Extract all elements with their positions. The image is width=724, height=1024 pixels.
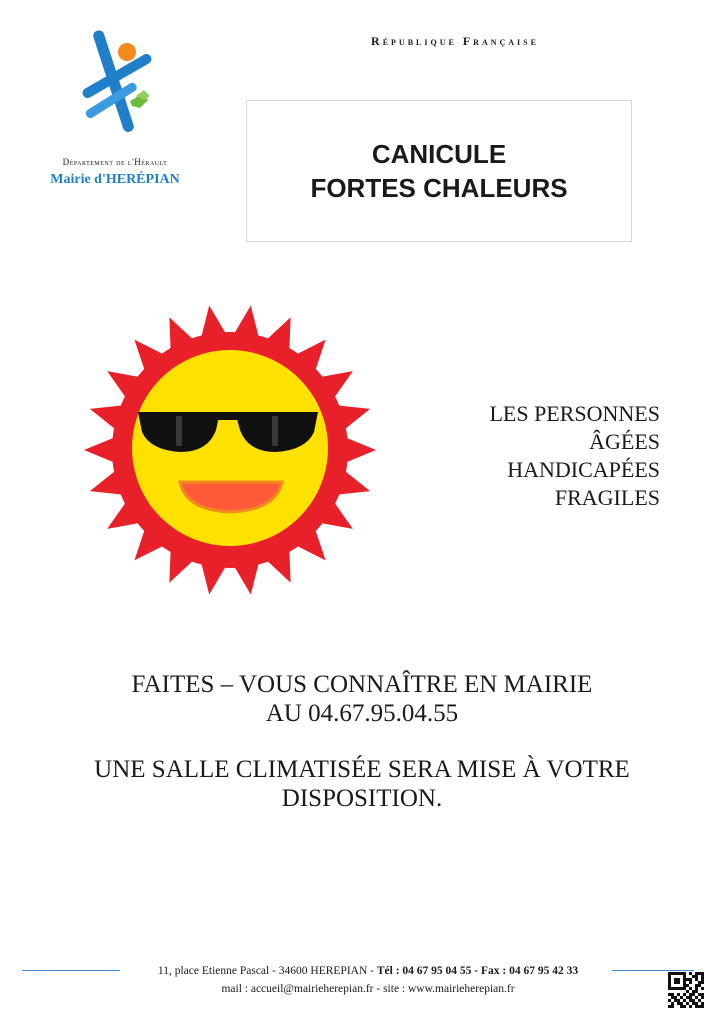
sun-with-sunglasses-icon [80,300,380,600]
title-box [246,100,632,242]
audience-item: FRAGILES [554,485,660,510]
title-line-2: FORTES CHALEURS [310,173,568,203]
mairie-name: Mairie d'HERÉPIAN [50,172,180,187]
mairie-logo-icon [70,26,170,136]
footer-rule-left [22,970,120,971]
phone-fax: Tél : 04 67 95 04 55 - Fax : 04 67 95 42 33 [376,965,579,977]
audience-item: HANDICAPÉES [507,457,660,482]
mail-site: mail : accueil@mairieherepian.fr - site : www.mairieherepian.fr [221,983,515,995]
message-line: DISPOSITION. [281,785,443,812]
audience-item: ÂGÉES [589,429,660,454]
footer-rule-right [612,970,694,971]
message-line: FAITES – VOUS CONNAÎTRE EN MAIRIE [131,671,593,698]
contact-message [30,670,694,728]
department-label: Département de l'Hérault [62,157,168,167]
message-line: UNE SALLE CLIMATISÉE SERA MISE À VOTRE [94,756,630,783]
title-line-1: CANICULE [371,139,507,169]
phone-number: AU 04.67.95.04.55 [265,700,459,727]
republic-header: République Française [371,34,539,48]
qr-code-icon [668,972,704,1008]
room-message [30,755,694,813]
audience-list [400,400,660,512]
footer-address [118,962,618,998]
address-text: 11, place Etienne Pascal - 34600 HEREPIAN - [157,965,377,977]
audience-item: LES PERSONNES [489,401,660,426]
